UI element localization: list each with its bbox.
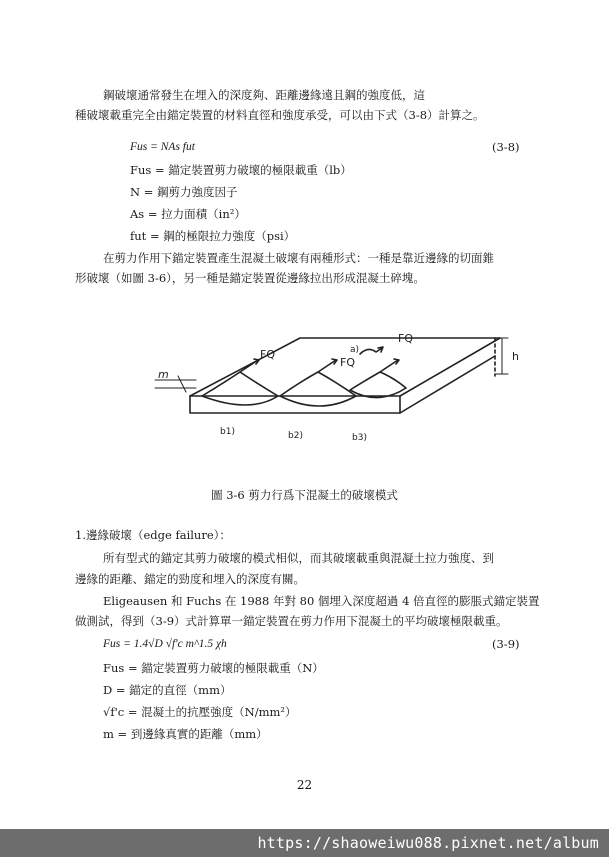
eq39-definition-1: Fus = 錨定裝置剪力破壞的極限載重（N） xyxy=(103,661,324,675)
watermark-url: https://shaoweiwu088.pixnet.net/album xyxy=(257,834,599,852)
paragraph-2-line-2: 形破壞（如圖 3-6），另一種是錨定裝置從邊緣拉出形成混凝土碎塊。 xyxy=(75,271,425,285)
eq39-definition-3: √f'c = 混凝土的抗壓強度（N/mm²） xyxy=(103,705,297,719)
page-number: 22 xyxy=(296,778,313,792)
force-arrow-1 xyxy=(240,360,258,372)
watermark-bar xyxy=(0,829,609,857)
b1-label: b1) xyxy=(220,427,235,437)
force-arrow-3 xyxy=(380,360,398,372)
slab-front-face xyxy=(190,396,400,413)
h-label: h xyxy=(512,350,519,363)
figure-caption: 圖 3-6 剪力行爲下混凝土的破壞模式 xyxy=(211,488,398,502)
equation-3-8-number: (3-8) xyxy=(492,140,520,154)
equation-3-8: Fus = NAs fut xyxy=(130,141,195,153)
figure-3-6 xyxy=(150,316,540,456)
a-label: a) xyxy=(350,345,360,355)
m-label: m xyxy=(158,368,169,381)
eq39-definition-2: D = 錨定的直徑（mm） xyxy=(103,683,232,697)
fq-label-3: FQ xyxy=(398,332,413,345)
paragraph-3-line-1: 所有型式的錨定其剪力破壞的模式相似，而其破壞載重與混凝土拉力強度、到 xyxy=(103,551,494,565)
eq39-definition-4: m = 到邊緣真實的距離（mm） xyxy=(103,727,268,741)
eq38-definition-3: As = 拉力面積（in²） xyxy=(130,207,246,221)
paragraph-3-line-2: 邊緣的距離、錨定的勁度和埋入的深度有關。 xyxy=(75,572,305,586)
fq-label-1: FQ xyxy=(260,348,275,361)
equation-3-9: Fus = 1.4√D √f'c m^1.5 χh xyxy=(103,638,227,650)
section-heading-edge-failure: 1.邊緣破壞（edge failure）： xyxy=(75,528,231,542)
b3-label: b3) xyxy=(352,433,367,443)
paragraph-4-line-1: Eligeausen 和 Fuchs 在 1988 年對 80 個埋入深度超過 4 倍直徑的膨脹式錨定裝置 xyxy=(103,594,540,608)
eq38-definition-4: fut = 鋼的極限拉力強度（psi） xyxy=(130,229,296,243)
b2-label: b2) xyxy=(288,431,303,441)
paragraph-2-line-1: 在剪力作用下錨定裝置產生混凝土破壞有兩種形式：一種是靠近邊緣的切面錐 xyxy=(103,251,494,265)
paragraph-1-line-1: 鋼破壞通常發生在埋入的深度夠、距離邊緣遠且鋼的強度低，這 xyxy=(103,88,425,102)
paragraph-1-line-2: 種破壞載重完全由錨定裝置的材料直徑和強度承受，可以由下式（3-8）計算之。 xyxy=(75,108,485,122)
figure-3-6-drawing xyxy=(150,316,540,456)
breakout-cone-3 xyxy=(350,372,406,398)
eq38-definition-2: N = 鋼剪力強度因子 xyxy=(130,185,238,199)
eq38-definition-1: Fus = 錨定裝置剪力破壞的極限載重（lb） xyxy=(130,163,352,177)
edge-anchor xyxy=(360,348,382,354)
breakout-cone-2 xyxy=(280,372,356,406)
breakout-cone-1 xyxy=(202,372,278,405)
h-dimension xyxy=(495,338,508,374)
equation-3-9-number: (3-9) xyxy=(492,637,520,651)
paragraph-4-line-2: 做測試，得到（3-9）式計算單一錨定裝置在剪力作用下混凝土的平均破壞極限載重。 xyxy=(75,614,508,628)
force-arrow-2 xyxy=(318,360,336,372)
fq-label-2: FQ xyxy=(340,356,355,369)
slab-side-edge xyxy=(400,356,495,413)
m-dimension xyxy=(155,380,196,388)
